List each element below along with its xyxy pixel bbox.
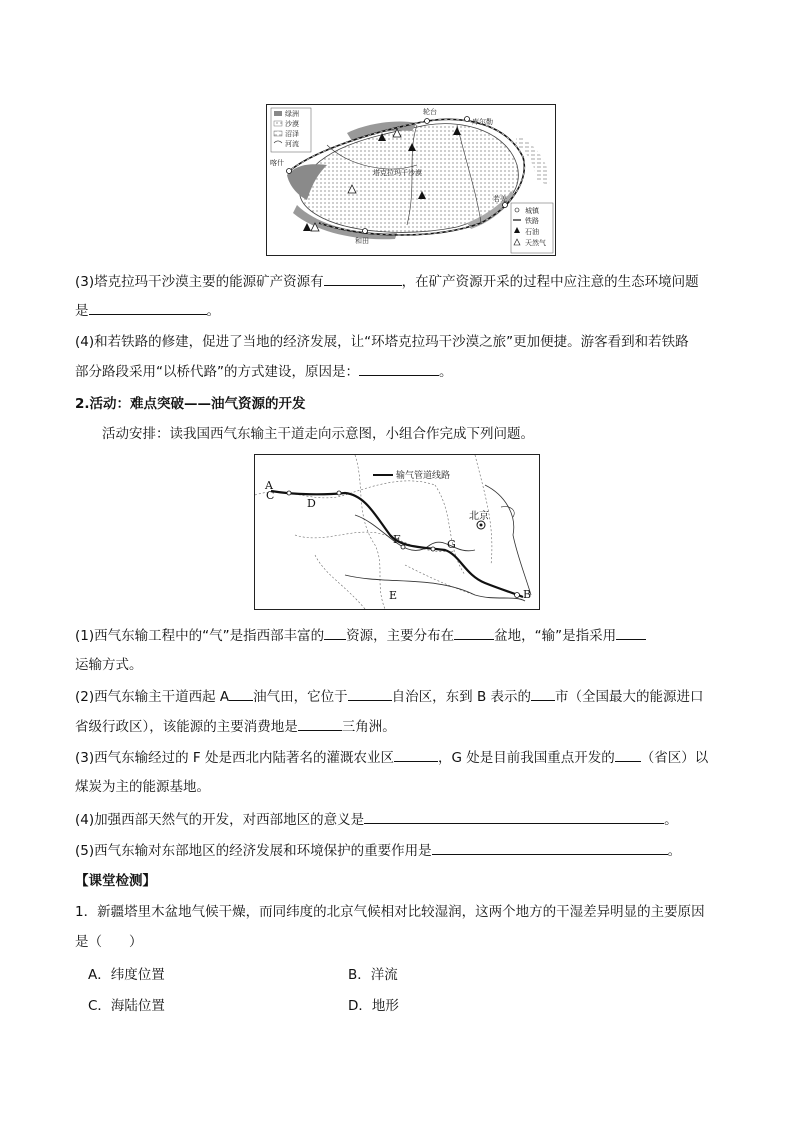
p-q1-line2: 运输方式。 bbox=[75, 657, 143, 673]
answer-blank[interactable] bbox=[454, 625, 494, 640]
p-q1-text-3: 盆地，“输”是指采用 bbox=[494, 628, 617, 644]
p-q5-line bbox=[75, 840, 681, 861]
answer-blank[interactable] bbox=[394, 747, 438, 762]
legend-desert: 沙漠 bbox=[285, 120, 299, 128]
label-F: F bbox=[393, 533, 401, 546]
p-q2-text-5: 省级行政区），该能源的主要消费地是 bbox=[75, 719, 298, 735]
check-q1-line2: 是（ ） bbox=[75, 934, 143, 950]
p-q5-text: (5)西气东输对东部地区的经济发展和环境保护的重要作用是 bbox=[75, 843, 432, 859]
option-d[interactable]: D．地形 bbox=[348, 998, 399, 1014]
answer-blank[interactable] bbox=[348, 686, 392, 701]
legend-gas: 天然气 bbox=[525, 239, 546, 247]
activity-arrangement: 活动安排：读我国西气东输主干道走向示意图，小组合作完成下列问题。 bbox=[102, 426, 534, 442]
desert-label: 塔克拉玛干沙漠 bbox=[373, 169, 422, 177]
label-G: G bbox=[447, 538, 456, 551]
answer-blank[interactable] bbox=[89, 300, 207, 315]
pipeline-map bbox=[254, 454, 540, 610]
legend-oasis: 绿洲 bbox=[285, 110, 299, 118]
q3-text-2: ，在矿产资源开采的过程中应注意的生态环境问题 bbox=[401, 274, 699, 290]
check-q1-line1: 1．新疆塔里木盆地气候干燥，而同纬度的北京气候相对比较湿润，这两个地方的干湿差异明显的主要原因 bbox=[75, 904, 705, 920]
option-c[interactable]: C．海陆位置 bbox=[88, 998, 165, 1014]
beijing-label: 北京 bbox=[469, 511, 489, 522]
answer-blank[interactable] bbox=[298, 716, 342, 731]
q4-line1: (4)和若铁路的修建，促进了当地的经济发展，让“环塔克拉玛干沙漠之旅”更加便捷。游客看到和若铁路 bbox=[75, 334, 689, 350]
legend-river: 河流 bbox=[285, 140, 299, 148]
place-kashgar: 喀什 bbox=[270, 159, 284, 167]
place-luntai: 轮台 bbox=[423, 108, 437, 116]
p-q3-line2: 煤炭为主的能源基地。 bbox=[75, 779, 210, 795]
p-q3-text-2: ，G 处是目前我国重点开发的 bbox=[437, 750, 615, 766]
p-q3-line1 bbox=[75, 747, 708, 768]
legend-marsh: 沼泽 bbox=[285, 130, 299, 138]
q3-text: (3)塔克拉玛干沙漠主要的能源矿产资源有 bbox=[75, 274, 324, 290]
p-q3-text: (3)西气东输经过的 F 处是西北内陆著名的灌溉农业区 bbox=[75, 750, 394, 766]
p-q2-text-2: 油气田，它位于 bbox=[253, 689, 348, 705]
answer-blank[interactable] bbox=[616, 625, 646, 640]
taklamakan-map bbox=[266, 104, 556, 256]
option-b[interactable]: B．洋流 bbox=[348, 967, 398, 983]
p-q2-line2 bbox=[75, 716, 396, 737]
p-q4-end: 。 bbox=[664, 812, 678, 828]
option-a[interactable]: A．纬度位置 bbox=[88, 967, 165, 983]
answer-blank[interactable] bbox=[229, 686, 253, 701]
answer-blank[interactable] bbox=[615, 747, 641, 762]
p-q2-text: (2)西气东输主干道西起 A bbox=[75, 689, 230, 705]
q3-line2 bbox=[75, 300, 220, 321]
q3-text-3: 是 bbox=[75, 303, 89, 319]
p-q2-text-4: 市（全国最大的能源进口 bbox=[555, 689, 704, 705]
place-korla: 库尔勒 bbox=[472, 118, 493, 126]
check-heading: 【课堂检测】 bbox=[75, 873, 156, 889]
q4-end: 。 bbox=[439, 364, 453, 380]
label-E: E bbox=[389, 589, 398, 602]
p-q2-line1 bbox=[75, 686, 704, 707]
answer-blank[interactable] bbox=[531, 686, 555, 701]
p-q2-text-6: 三角洲。 bbox=[341, 719, 396, 735]
answer-blank[interactable] bbox=[324, 625, 346, 640]
label-C: C bbox=[266, 489, 275, 502]
p-q3-text-3: （省区）以 bbox=[640, 750, 709, 766]
activity-heading: 2.活动：难点突破——油气资源的开发 bbox=[75, 396, 306, 412]
place-hotan: 和田 bbox=[355, 237, 369, 245]
p-q1-line1 bbox=[75, 625, 646, 646]
label-A: A bbox=[265, 479, 273, 492]
legend-oil: 石油 bbox=[525, 228, 539, 236]
pipeline-legend: 输气管道线路 bbox=[396, 471, 451, 481]
q4-text: 部分路段采用“以桥代路”的方式建设，原因是： bbox=[75, 364, 359, 380]
p-q5-end: 。 bbox=[667, 843, 682, 859]
p-q2-text-3: 自治区，东到 B 表示的 bbox=[391, 689, 531, 705]
answer-blank[interactable] bbox=[324, 271, 402, 286]
answer-blank[interactable] bbox=[359, 361, 439, 376]
label-D: D bbox=[307, 497, 316, 510]
q3-line1 bbox=[75, 271, 699, 292]
p-q4-text: (4)加强西部天然气的开发，对西部地区的意义是 bbox=[75, 812, 365, 828]
label-B: B bbox=[523, 588, 532, 601]
p-q1-text: (1)西气东输工程中的“气”是指西部丰富的 bbox=[75, 628, 325, 644]
legend-railway: 铁路 bbox=[525, 217, 539, 225]
answer-blank[interactable] bbox=[432, 840, 668, 855]
legend-town: 城镇 bbox=[525, 207, 539, 215]
q3-text-4: 。 bbox=[206, 303, 220, 319]
answer-blank[interactable] bbox=[364, 809, 664, 824]
place-ruoqiang: 若羌 bbox=[493, 195, 507, 203]
p-q1-text-2: 资源，主要分布在 bbox=[346, 628, 455, 644]
q4-line2 bbox=[75, 361, 453, 382]
p-q4-line bbox=[75, 809, 678, 830]
